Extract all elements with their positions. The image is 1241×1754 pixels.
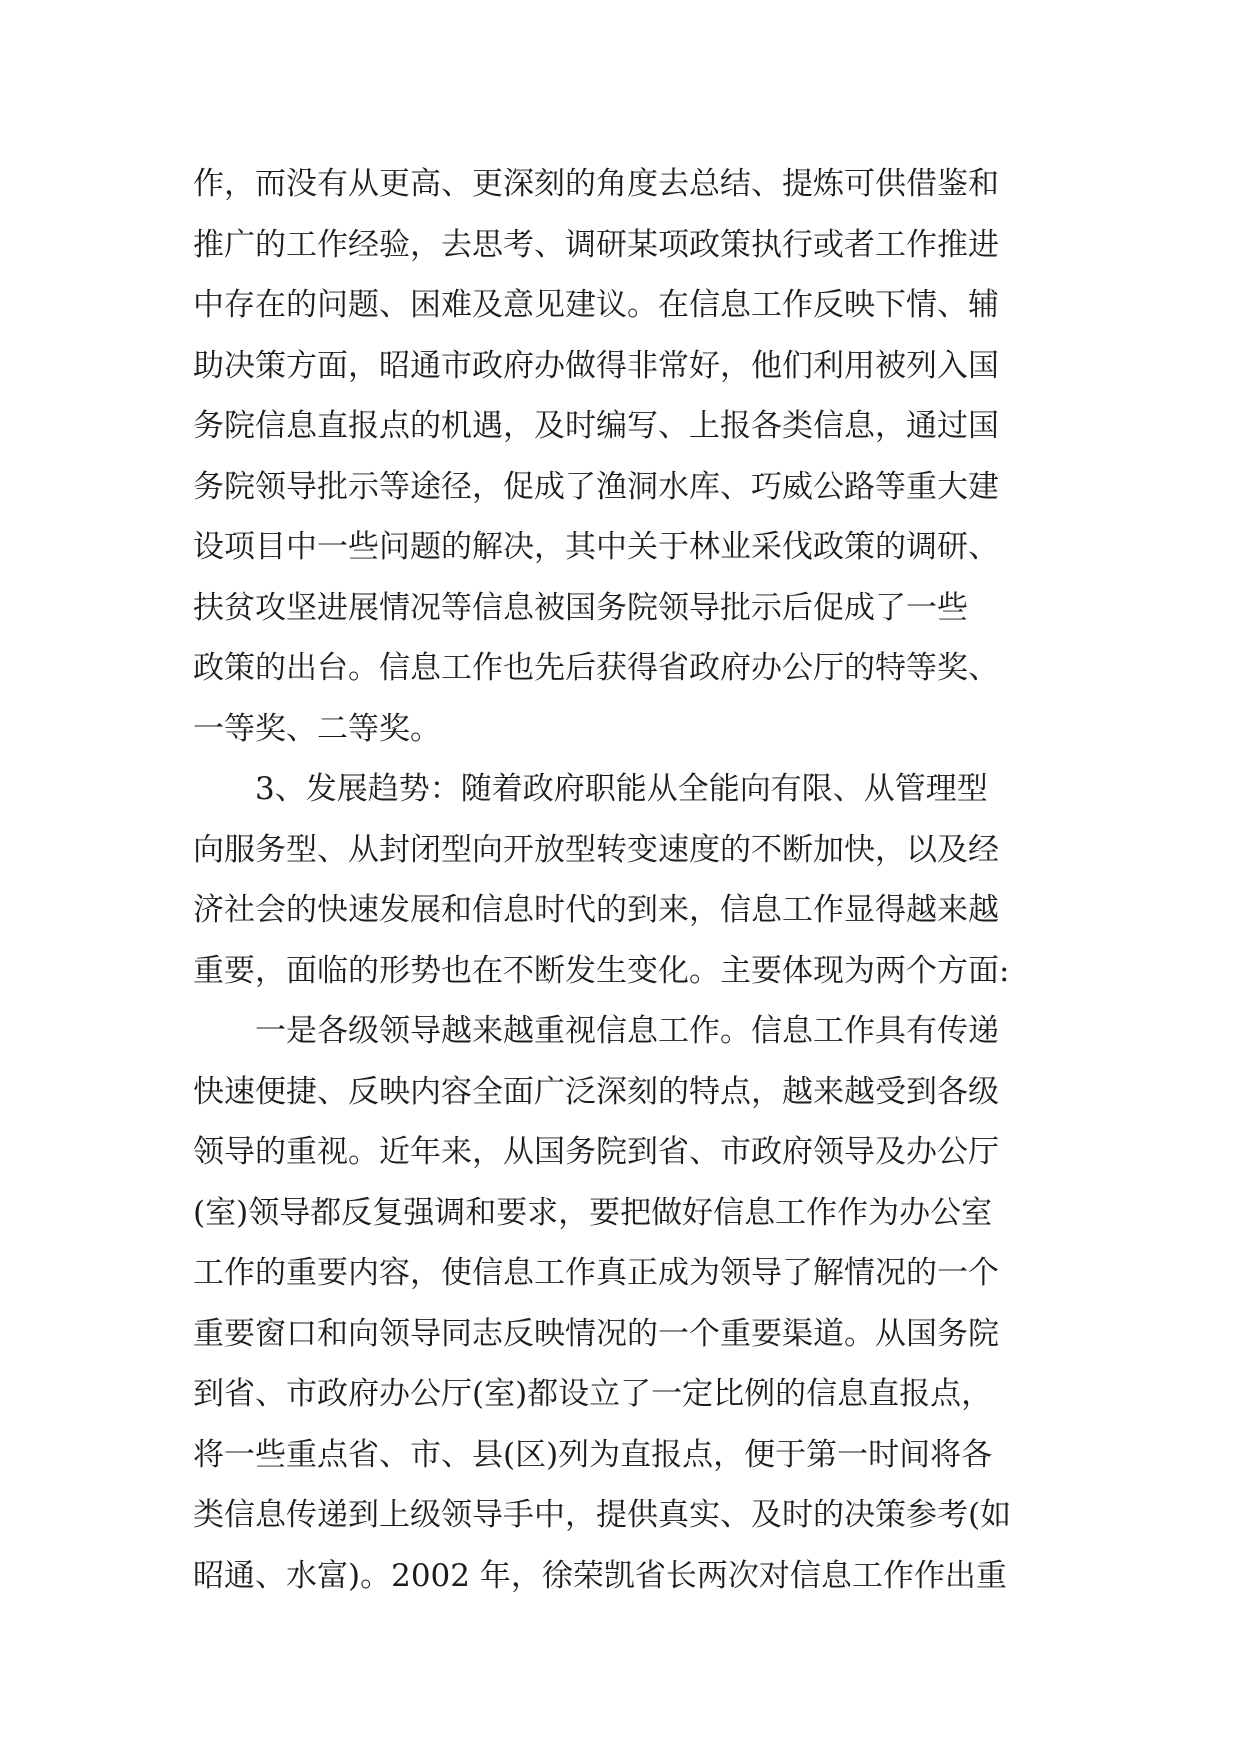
text-line: 重要，面临的形势也在不断发生变化。主要体现为两个方面: [193,952,1010,989]
paragraph-start-line: 3、发展趋势：随着政府职能从全能向有限、从管理型 [255,771,988,807]
text-line: 务院信息直报点的机遇，及时编写、上报各类信息，通过国 [193,408,999,444]
text-line: 作，而没有从更高、更深刻的角度去总结、提炼可供借鉴和 [193,166,999,202]
text-line: 昭通、水富)。2002 年，徐荣凯省长两次对信息工作作出重 [193,1557,1007,1594]
text-line: 政策的出台。信息工作也先后获得省政府办公厅的特等奖、 [193,650,999,686]
text-line: 工作的重要内容，使信息工作真正成为领导了解情况的一个 [193,1255,999,1291]
paragraph-start-line: 一是各级领导越来越重视信息工作。信息工作具有传递 [255,1013,999,1049]
text-line: 扶贫攻坚进展情况等信息被国务院领导批示后促成了一些 [193,589,968,626]
text-line: 快速便捷、反映内容全面广泛深刻的特点，越来越受到各级 [193,1073,999,1110]
text-line: 到省、市政府办公厅(室)都设立了一定比例的信息直报点， [193,1376,993,1412]
text-line: 向服务型、从封闭型向开放型转变速度的不断加快，以及经 [193,831,999,868]
text-line: 重要窗口和向领导同志反映情况的一个重要渠道。从国务院 [193,1315,999,1352]
body-text [193,154,1093,1606]
text-line: (室)领导都反复强调和要求，要把做好信息工作作为办公室 [193,1194,993,1231]
text-line: 推广的工作经验，去思考、调研某项政策执行或者工作推进 [193,226,999,263]
text-line: 将一些重点省、市、县(区)列为直报点，便于第一时间将各 [193,1436,993,1473]
text-line: 济社会的快速发展和信息时代的到来，信息工作显得越来越 [193,892,999,928]
text-line: 一等奖、二等奖。 [193,710,441,747]
text-line: 类信息传递到上级领导手中，提供真实、及时的决策参考(如 [193,1497,1012,1533]
text-line: 设项目中一些问题的解决，其中关于林业采伐政策的调研、 [193,529,999,565]
text-line: 领导的重视。近年来，从国务院到省、市政府领导及办公厅 [193,1134,999,1170]
text-line: 中存在的问题、困难及意见建议。在信息工作反映下情、辅 [193,287,999,323]
text-line: 助决策方面，昭通市政府办做得非常好，他们利用被列入国 [193,347,999,384]
text-line: 务院领导批示等途径，促成了渔洞水库、巧威公路等重大建 [193,468,999,505]
